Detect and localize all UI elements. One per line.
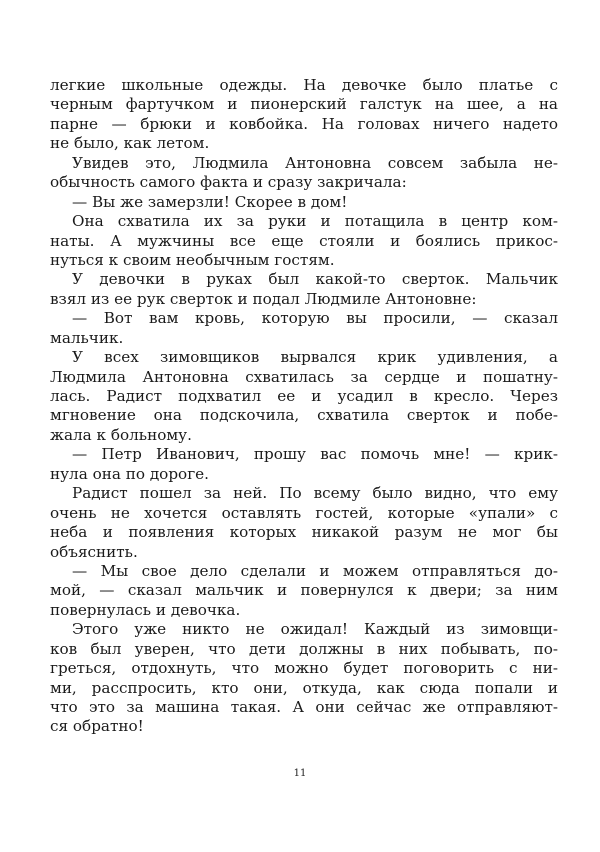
text-line: не было, как летом.: [50, 134, 210, 153]
text-line: ми, расспросить, кто они, откуда, как сюда попали и: [50, 678, 558, 697]
text-line: очень не хочется оставлять гостей, которые «упали» с: [50, 503, 558, 522]
text-line: Она схватила их за руки и потащила в центр ком-: [72, 212, 558, 231]
text-line: жала к больному.: [50, 425, 192, 444]
text-line: Увидев это, Людмила Антоновна совсем забыла не-: [72, 153, 558, 172]
text-line: мгновение она подскочила, схватила сверток и побе-: [50, 406, 558, 425]
text-line: Радист пошел за ней. По всему было видно, что ему: [72, 484, 558, 503]
text-line: парне — брюки и ковбойка. На головах ничего надето: [50, 114, 558, 133]
text-line: взял из ее рук сверток и подал Людмиле Антоновне:: [50, 289, 477, 308]
text-line: нуться к своим необычным гостям.: [50, 250, 335, 269]
text-line: мой, — сказал мальчик и повернулся к двери; за ним: [50, 581, 558, 600]
text-line: У всех зимовщиков вырвался крик удивления, а: [72, 348, 558, 367]
text-line: Этого уже никто не ожидал! Каждый из зимовщи-: [72, 620, 558, 639]
text-line: что это за машина такая. А они сейчас же отправляют-: [50, 698, 558, 716]
text-line: объяснить.: [50, 542, 138, 561]
text-line: ков был уверен, что дети должны в них побывать, по-: [50, 639, 558, 658]
text-line: ся обратно!: [50, 717, 144, 736]
text-line: нула она по дороге.: [50, 464, 209, 483]
text-line: обычность самого факта и сразу закричала:: [50, 173, 407, 192]
text-line: черным фартучком и пионерский галстук на шее, а на: [50, 95, 558, 114]
text-line: наты. А мужчины все еще стояли и боялись прикос-: [50, 231, 558, 250]
text-line: греться, отдохнуть, что можно будет поговорить с ни-: [50, 659, 558, 678]
text-line: повернулась и девочка.: [50, 600, 241, 619]
text-line: — Вы же замерзли! Скорее в дом!: [72, 192, 348, 211]
text-line: лась. Радист подхватил ее и усадил в кресло. Через: [50, 387, 558, 405]
text-line: мальчик.: [50, 328, 124, 347]
text-line: Людмила Антоновна схватилась за сердце и пошатну-: [50, 367, 558, 386]
text-line: У девочки в руках был какой-то сверток. Мальчик: [72, 270, 558, 289]
text-line: — Петр Иванович, прошу вас помочь мне! — крик-: [72, 445, 558, 464]
page-body-text: [50, 76, 558, 737]
page-number: 11: [293, 768, 307, 779]
text-line: — Вот вам кровь, которую вы просили, — сказал: [72, 309, 558, 328]
text-line: легкие школьные одежды. На девочке было платье с: [50, 76, 558, 94]
text-line: неба и появления которых никакой разум не мог бы: [50, 523, 558, 542]
text-line: — Мы свое дело сделали и можем отправляться до-: [72, 561, 558, 580]
